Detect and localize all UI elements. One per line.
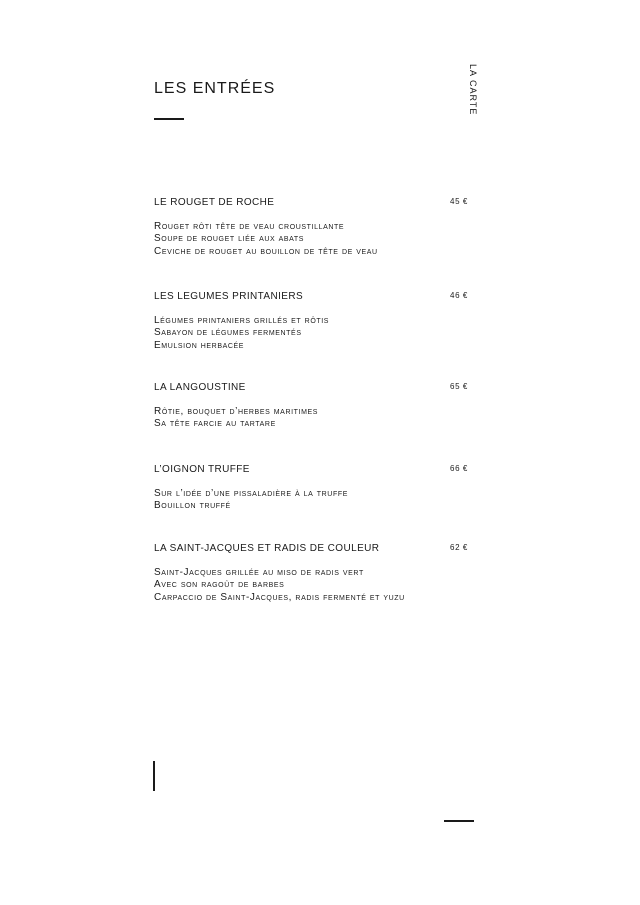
dish-price: 46 €	[450, 291, 468, 300]
side-label: LA CARTE	[468, 64, 478, 116]
menu-item	[154, 464, 470, 513]
dish-price: 45 €	[450, 197, 468, 206]
dish-description-line: Avec son ragoût de barbes	[154, 579, 285, 591]
dish-description-line: Légumes printaniers grillés et rôtis	[154, 315, 330, 326]
dish-price: 62 €	[450, 543, 468, 552]
dish-name: LES LEGUMES PRINTANIERS	[154, 291, 304, 302]
decorative-vertical-rule	[153, 761, 155, 791]
dish-description-line: Emulsion herbacée	[154, 339, 245, 351]
dish-description	[154, 488, 470, 513]
dish-description-line: Sa tête farcie au tartare	[154, 418, 276, 430]
dish-name: LA SAINT-JACQUES ET RADIS DE COULEUR	[154, 543, 380, 554]
dish-description-line: Bouillon truffé	[154, 500, 231, 512]
dish-description-line: Saint-Jacques grillée au miso de radis vert	[154, 567, 364, 578]
decorative-horizontal-rule	[444, 820, 474, 822]
title-underline	[154, 118, 184, 120]
dish-description-line: Soupe de rouget liée aux abats	[154, 233, 305, 245]
dish-price: 65 €	[450, 382, 468, 391]
page-title: LES ENTRÉES	[154, 80, 276, 97]
menu-item	[154, 543, 470, 604]
dish-description	[154, 567, 470, 604]
dish-description-line: Sur l’idée d’une pissaladière à la truffe	[154, 488, 348, 499]
dish-description-line: Rouget rôti tête de veau croustillante	[154, 221, 345, 232]
dish-price: 66 €	[450, 464, 468, 473]
dish-description	[154, 406, 470, 431]
menu-item	[154, 291, 470, 352]
menu-item	[154, 197, 470, 258]
dish-name: LA LANGOUSTINE	[154, 382, 246, 393]
dish-description	[154, 221, 470, 258]
dish-description-line: Carpaccio de Saint-Jacques, radis fermenté et yuzu	[154, 591, 405, 603]
dish-description-line: Sabayon de légumes fermentés	[154, 327, 302, 339]
dish-description-line: Ceviche de rouget au bouillon de tête de veau	[154, 245, 378, 257]
dish-name: LE ROUGET DE ROCHE	[154, 197, 275, 208]
dish-description	[154, 315, 470, 352]
dish-name: L’OIGNON TRUFFE	[154, 464, 250, 475]
dish-description-line: Rôtie, bouquet d’herbes maritimes	[154, 406, 319, 417]
menu-item	[154, 382, 470, 431]
